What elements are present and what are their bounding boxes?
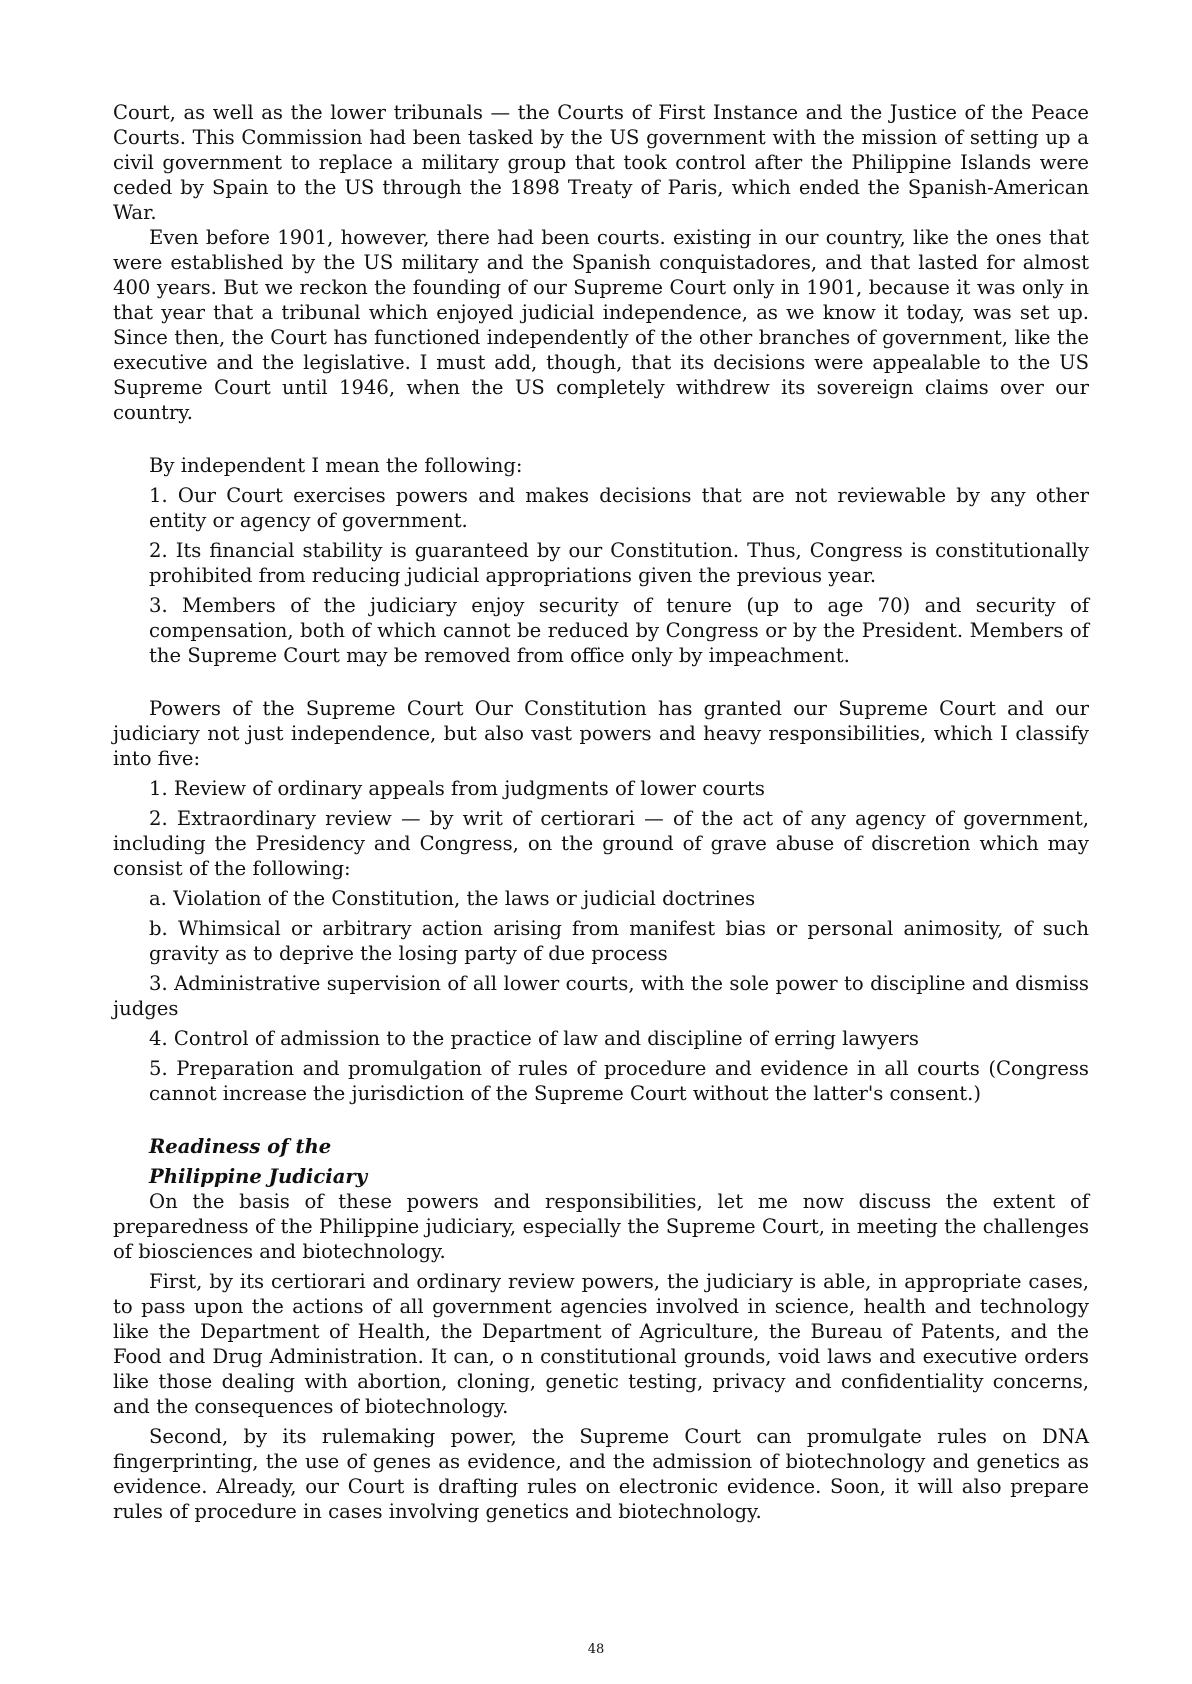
page-body bbox=[113, 100, 1089, 1524]
paragraph-first-certiorari: First, by its certiorari and ordinary review powers, the judiciary is able, in appropriate cases, to pass upon the actions of all government agencies involved in science, health and technology like the Department of Health, the Department of Agriculture, the Bureau of Patents, and the Food and Drug Administration. It can, o n constitutional grounds, void laws and executive orders like those dealing with abortion, cloning, genetic testing, privacy and confidentiality concerns, and the consequences of biotechnology. bbox=[113, 1270, 1089, 1418]
list-item-power-3: 3. Administrative supervision of all lower courts, with the sole power to discipline and dismiss judges bbox=[113, 972, 1089, 1020]
paragraph-preparedness: On the basis of these powers and responsibilities, let me now discuss the extent of preparedness of the Philippine judiciary, especially the Supreme Court, in meeting the challenges of biosciences and biotechnology. bbox=[113, 1190, 1089, 1263]
list-item-power-5: 5. Preparation and promulgation of rules of procedure and evidence in all courts (Congress cannot increase the jurisdiction of the Supreme Court without the latter's consent.) bbox=[149, 1057, 1089, 1105]
list-item-power-4: 4. Control of admission to the practice of law and discipline of erring lawyers bbox=[149, 1027, 919, 1050]
section-heading-line-2: Philippine Judiciary bbox=[149, 1165, 368, 1188]
list-item-power-2: 2. Extraordinary review — by writ of certiorari — of the act of any agency of government, including the Presidency and Congress, on the ground of grave abuse of discretion which may consist of the following: bbox=[113, 807, 1089, 880]
list-item-power-1: 1. Review of ordinary appeals from judgments of lower courts bbox=[149, 777, 765, 800]
paragraph-court-history: Court, as well as the lower tribunals — the Courts of First Instance and the Justice of the Peace Courts. This Commission had been tasked by the US government with the mission of setting up a civil government to replace a military group that took control after the Philippine Islands were ceded by Spain to the US through the 1898 Treaty of Paris, which ended the Spanish-American War. bbox=[113, 101, 1089, 224]
section-heading-line-1: Readiness of the bbox=[149, 1135, 332, 1158]
list-item-independence-3: 3. Members of the judiciary enjoy security of tenure (up to age 70) and security of compensation, both of which cannot be reduced by Congress or by the President. Members of the Supreme Court may be removed from office only by impeachment. bbox=[149, 594, 1089, 667]
paragraph-powers-intro: Powers of the Supreme Court Our Constitution has granted our Supreme Court and our judiciary not just independence, but also vast powers and heavy responsibilities, which I classify into five: bbox=[113, 697, 1089, 770]
paragraph-before-1901: Even before 1901, however, there had been courts. existing in our country, like the ones that were established by the US military and the Spanish conquistadores, and that lasted for almost 400 years. But we reckon the founding of our Supreme Court only in 1901, because it was only in that year that a tribunal which enjoyed judicial independence, as we know it today, was set up. Since then, the Court has functioned independently of the other branches of government, like the executive and the legislative. I must add, though, that its decisions were appealable to the US Supreme Court until 1946, when the US completely withdrew its sovereign claims over our country. bbox=[113, 226, 1089, 424]
page-number: 48 bbox=[587, 1642, 605, 1657]
list-item-independence-2: 2. Its financial stability is guaranteed by our Constitution. Thus, Congress is constitutionally prohibited from reducing judicial appropriations given the previous year. bbox=[149, 539, 1089, 587]
list-item-independence-1: 1. Our Court exercises powers and makes decisions that are not reviewable by any other entity or agency of government. bbox=[149, 484, 1089, 532]
paragraph-second-rulemaking: Second, by its rulemaking power, the Supreme Court can promulgate rules on DNA fingerprinting, the use of genes as evidence, and the admission of biotechnology and genetics as evidence. Already, our Court is drafting rules on electronic evidence. Soon, it will also prepare rules of procedure in cases involving genetics and biotechnology. bbox=[113, 1425, 1089, 1523]
list-item-power-2b: b. Whimsical or arbitrary action arising from manifest bias or personal animosity, of such gravity as to deprive the losing party of due process bbox=[149, 917, 1089, 965]
list-item-power-2a: a. Violation of the Constitution, the laws or judicial doctrines bbox=[149, 887, 756, 910]
paragraph-independence-intro: By independent I mean the following: bbox=[149, 454, 523, 477]
